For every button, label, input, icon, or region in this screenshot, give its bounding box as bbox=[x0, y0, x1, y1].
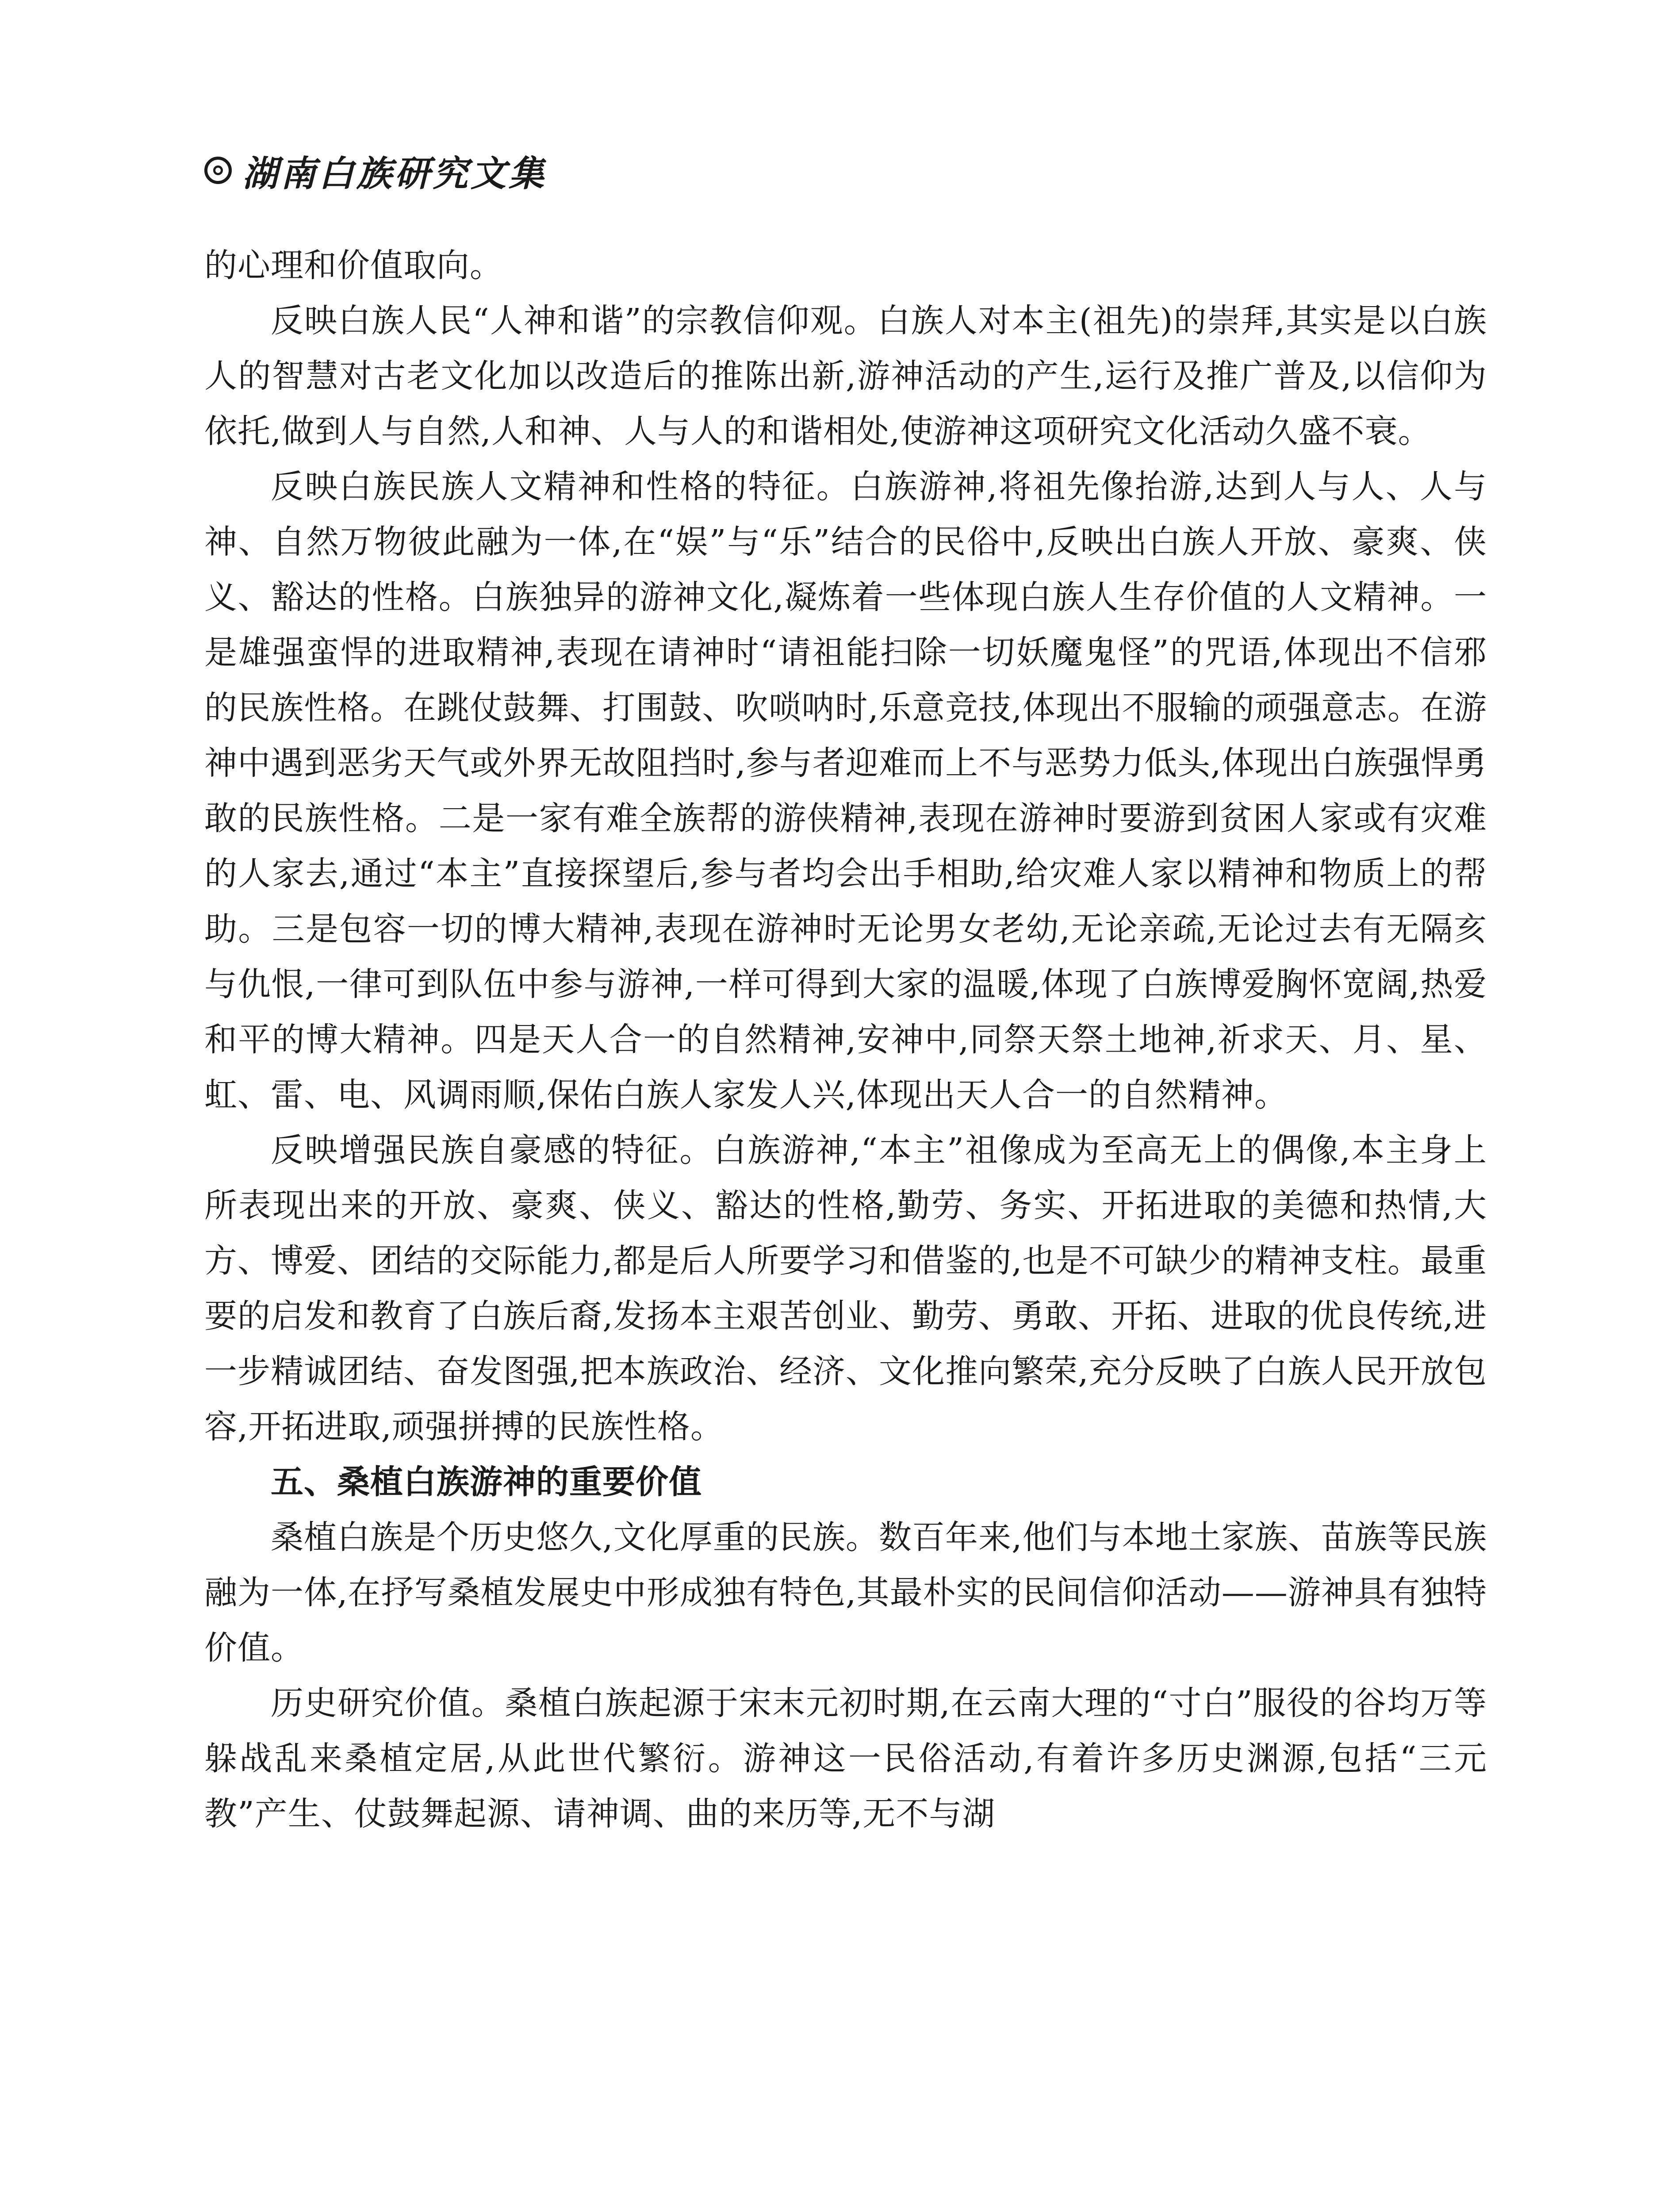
paragraph: 反映白族人民“人神和谐”的宗教信仰观。白族人对本主(祖先)的崇拜,其实是以白族人的智慧对古老文化加以改造后的推陈出新,游神活动的产生,运行及推广普及,以信仰为依托,做到人与自然,人和神、人与人的和谐相处,使游神这项研究文化活动久盛不衰。 bbox=[204, 302, 1487, 450]
paragraph: 反映白族民族人文精神和性格的特征。白族游神,将祖先像抬游,达到人与人、人与神、自然万物彼此融为一体,在“娱”与“乐”结合的民俗中,反映出白族人开放、豪爽、侠义、豁达的性格。白族独异的游神文化,凝炼着一些体现白族人生存价值的人文精神。一是雄强蛮悍的进取精神,表现在请神时“请祖能扫除一切妖魔鬼怪”的咒语,体现出不信邪的民族性格。在跳仗鼓舞、打围鼓、吹唢呐时,乐意竞技,体现出不服输的顽强意志。在游神中遇到恶劣天气或外界无故阻挡时,参与者迎难而上不与恶势力低头,体现出白族强悍勇敢的民族性格。二是一家有难全族帮的游侠精神,表现在游神时要游到贫困人家或有灾难的人家去,通过“本主”直接探望后,参与者均会出手相助,给灾难人家以精神和物质上的帮助。三是包容一切的博大精神,表现在游神时无论男女老幼,无论亲疏,无论过去有无隔亥与仇恨,一律可到队伍中参与游神,一样可得到大家的温暖,体现了白族博爱胸怀宽阔,热爱和平的博大精神。四是天人合一的自然精神,安神中,同祭天祭土地神,祈求天、月、星、虹、雷、电、风调雨顺,保佑白族人家发人兴,体现出天人合一的自然精神。 bbox=[204, 468, 1487, 1114]
paragraph-continuation: 的心理和价值取向。 bbox=[204, 246, 503, 284]
section-heading: 五、桑植白族游神的重要价值 bbox=[271, 1463, 702, 1501]
double-circle-icon bbox=[204, 157, 232, 184]
book-title: 湖南白族研究文集 bbox=[242, 153, 547, 194]
paragraph: 桑植白族是个历史悠久,文化厚重的民族。数百年来,他们与本地土家族、苗族等民族融为一体,在抒写桑植发展史中形成独有特色,其最朴实的民间信仰活动——游神具有独特价值。 bbox=[204, 1518, 1487, 1667]
paragraph: 历史研究价值。桑植白族起源于宋末元初时期,在云南大理的“寸白”服役的谷均万等躲战乱来桑植定居,从此世代繁衍。游神这一民俗活动,有着许多历史渊源,包括“三元教”产生、仗鼓舞起源、请神调、曲的来历等,无不与湖 bbox=[204, 1684, 1487, 1833]
main-text bbox=[204, 238, 1487, 1842]
running-header bbox=[204, 146, 547, 195]
paragraph: 反映增强民族自豪感的特征。白族游神,“本主”祖像成为至高无上的偶像,本主身上所表现出来的开放、豪爽、侠义、豁达的性格,勤劳、务实、开拓进取的美德和热情,大方、博爱、团结的交际能力,都是后人所要学习和借鉴的,也是不可缺少的精神支柱。最重要的启发和教育了白族后裔,发扬本主艰苦创业、勤劳、勇敢、开拓、进取的优良传统,进一步精诚团结、奋发图强,把本族政治、经济、文化推向繁荣,充分反映了白族人民开放包容,开拓进取,顽强拼搏的民族性格。 bbox=[204, 1131, 1487, 1446]
